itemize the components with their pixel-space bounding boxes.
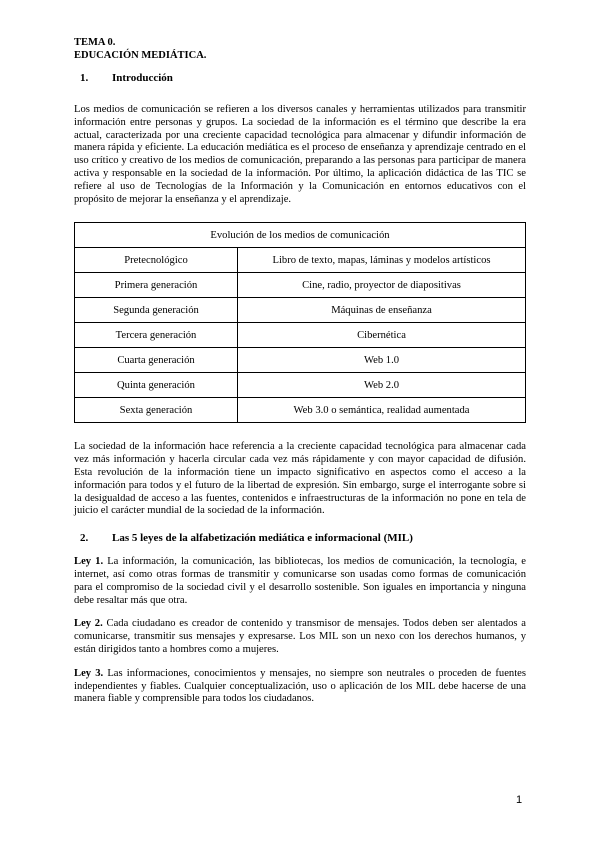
doc-tema: TEMA 0. xyxy=(74,37,116,48)
section-1-title: Introducción xyxy=(112,72,173,84)
table-row xyxy=(75,348,526,373)
table-cell-media: Máquinas de enseñanza xyxy=(238,298,526,323)
intro-paragraph: Los medios de comunicación se refieren a los diversos canales y herramientas utilizados para transmitir información entre personas y grupos. La sociedad de la información es el término que describe la era actual, caracterizada por una creciente capacidad tecnológica para almacenar y difundir información de manera rápida y eficiente. La educación mediática es el proceso de enseñanza y aprendizaje centrado en el uso crítico y creativo de los medios de comunicación, preparando a las personas para participar de manera activa y responsable en la sociedad de la información. Por último, la aplicación didáctica de las TIC se refiere al uso de Tecnologías de la Información y la Comunicación en entornos educativos con el propósito de mejorar la enseñanza y el aprendizaje. xyxy=(74,104,526,205)
law-2-paragraph xyxy=(74,618,526,656)
law-3-label: Ley 3. xyxy=(74,667,104,679)
information-society-paragraph: La sociedad de la información hace referencia a la creciente capacidad tecnológica para almacenar cada vez más información y hacerla circular cada vez más rápidamente y con mayor capacidad de difusión. Esta revolución de la información tiene un impacto significativo en aspectos como el acceso a la información para todos y el futuro de la libertad de expresión. Sin embargo, surge el interrogante sobre si la desigualdad de acceso a las fuentes, contenidos e infraestructuras de la información no pone en tela de juicio el carácter mundial de la sociedad de la información. xyxy=(74,441,526,517)
table-row xyxy=(75,298,526,323)
table-cell-generation: Segunda generación xyxy=(75,298,238,323)
law-1-paragraph xyxy=(74,556,526,607)
law-2-text: Cada ciudadano es creador de contenido y transmisor de mensajes. Todos deben ser alentados a comunicarse, transmitir sus mensajes y expresarse. Los MIL son un nexo con los derechos humanos, y están dirigidos tanto a hombres como a mujeres. xyxy=(74,618,526,655)
section-1-heading xyxy=(76,72,526,84)
section-2-heading xyxy=(76,532,526,544)
media-evolution-table xyxy=(74,222,526,423)
law-1-text: La información, la comunicación, las bibliotecas, los medios de comunicación, la tecnología, e internet, así como otras formas de transmitir y comunicarse son usadas como formas de comunicación para el compromiso de la sociedad civil y el desarrollo sostenible. Son iguales en importancia y ninguna debe resaltar más que otra. xyxy=(74,556,526,606)
table-row xyxy=(75,248,526,273)
section-2-title: Las 5 leyes de la alfabetización mediática e informacional (MIL) xyxy=(112,532,413,545)
page-number: 1 xyxy=(516,794,523,806)
table-row xyxy=(75,323,526,348)
table-cell-generation: Cuarta generación xyxy=(75,348,238,373)
section-1-number: 1. xyxy=(80,72,89,84)
table-row xyxy=(75,373,526,398)
table-cell-media: Web 2.0 xyxy=(238,373,526,398)
table-cell-generation: Sexta generación xyxy=(75,398,238,423)
document-page xyxy=(74,36,526,717)
law-1-label: Ley 1. xyxy=(74,556,104,568)
table-caption: Evolución de los medios de comunicación xyxy=(75,223,526,248)
table-row xyxy=(75,273,526,298)
table-cell-media: Web 1.0 xyxy=(238,348,526,373)
table-cell-media: Web 3.0 o semántica, realidad aumentada xyxy=(238,398,526,423)
law-3-text: Las informaciones, conocimientos y mensajes, no siempre son neutrales o proceden de fuentes independientes y fiables. Cualquier conceptualización, uso o aplicación de los MIL debe hacerse de una manera fiable y comprensible para todos los ciudadanos. xyxy=(74,667,526,705)
table-cell-generation: Quinta generación xyxy=(75,373,238,398)
table-cell-media: Libro de texto, mapas, láminas y modelos artísticos xyxy=(238,248,526,273)
table-cell-media: Cibernética xyxy=(238,323,526,348)
section-2-number: 2. xyxy=(80,532,89,545)
law-3-paragraph xyxy=(74,668,526,706)
table-cell-generation: Pretecnológico xyxy=(75,248,238,273)
table-cell-generation: Tercera generación xyxy=(75,323,238,348)
table-row xyxy=(75,398,526,423)
table-caption-row xyxy=(75,223,526,248)
table-cell-media: Cine, radio, proyector de diapositivas xyxy=(238,273,526,298)
doc-subtitle: EDUCACIÓN MEDIÁTICA. xyxy=(74,50,207,61)
table-cell-generation: Primera generación xyxy=(75,273,238,298)
law-2-label: Ley 2. xyxy=(74,618,103,630)
